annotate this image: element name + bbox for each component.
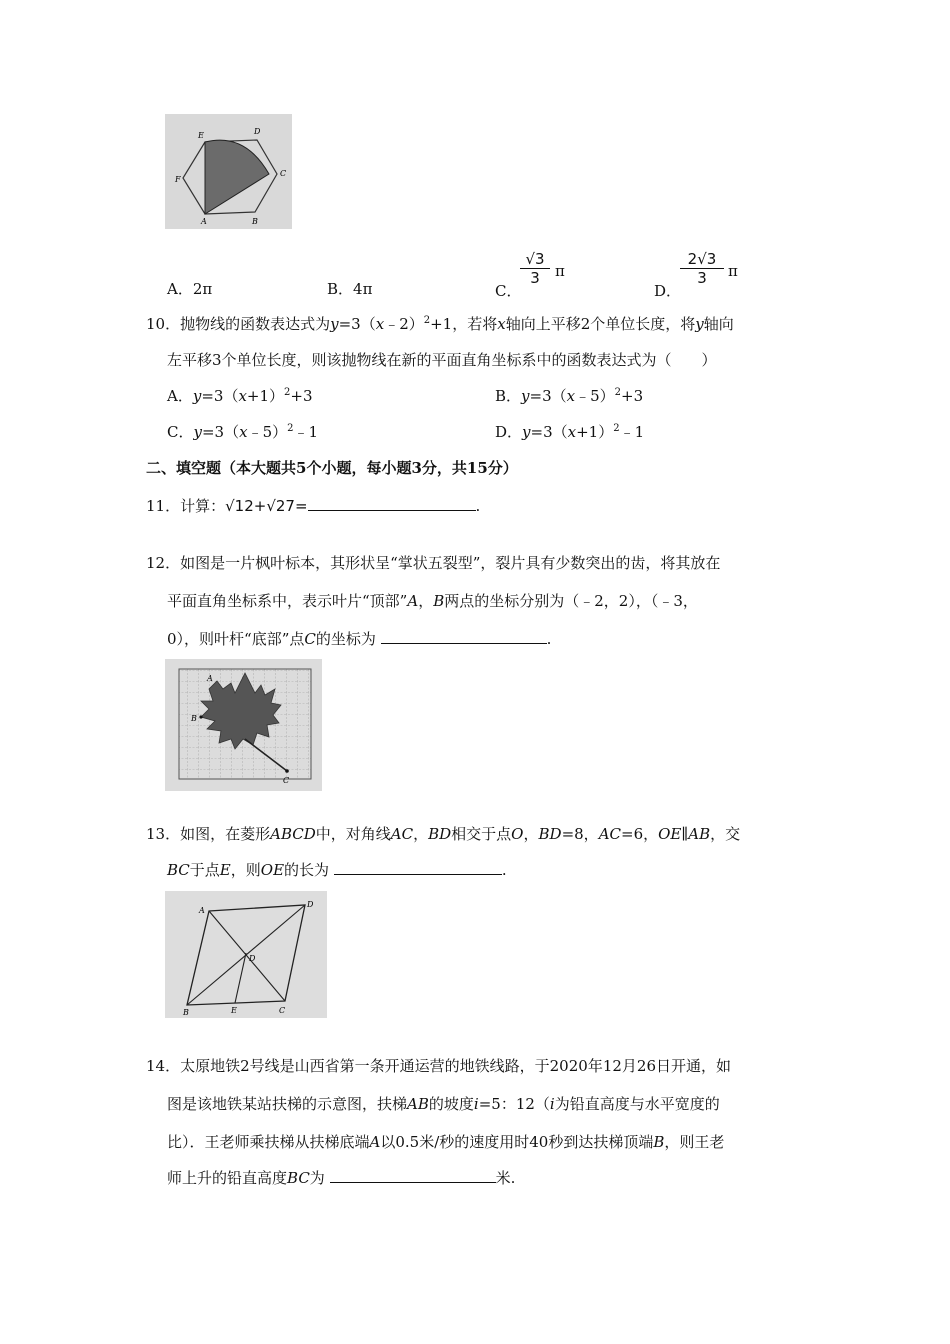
q9-figure bbox=[165, 114, 292, 229]
q9-option-c-fraction: $\frac{√3}{3}$ bbox=[520, 250, 550, 287]
label-e: E bbox=[198, 131, 204, 140]
section-2-title: 二、填空题（本大题共5个小题，每小题3分，共15分） bbox=[146, 459, 518, 477]
q10-line1: 10．抛物线的函数表达式为y=3（x﹣2）$^2$+1，若将x轴向上平移2个单位长度，将y轴向 bbox=[146, 315, 734, 333]
q9-option-b: B．4π bbox=[327, 280, 373, 298]
q9-option-a: A．2π bbox=[167, 280, 213, 298]
q10-option-d: D．$y=3(x+1)^2﹣1$ bbox=[495, 423, 645, 441]
label-o: D bbox=[249, 954, 256, 963]
hexagon-sector-diagram bbox=[165, 114, 292, 229]
q14-line1: 14．太原地铁2号线是山西省第一条开通运营的地铁线路，于2020年12月26日开通，如 bbox=[146, 1057, 731, 1075]
q10-option-a: A．$y=3(x+1)^2+3$ bbox=[167, 387, 313, 405]
q13-figure bbox=[165, 891, 327, 1018]
q11-line: 11．计算：√12+√27= . bbox=[146, 497, 481, 515]
q14-line3: 比）．王老师乘扶梯从扶梯底端A以0.5米/秒的速度用时40秒到达扶梯顶端B，则王老 bbox=[167, 1133, 725, 1151]
label-c: C bbox=[279, 1006, 286, 1015]
label-b: B bbox=[252, 217, 258, 226]
q11-answer-blank[interactable] bbox=[308, 496, 476, 511]
q10-line2: 左平移3个单位长度，则该抛物线在新的平面直角坐标系中的函数表达式为（ ） bbox=[167, 351, 717, 369]
label-b: B bbox=[183, 1008, 189, 1017]
q13-answer-blank[interactable] bbox=[334, 860, 502, 875]
label-c: C bbox=[283, 776, 290, 785]
q9-option-c-letter: C． bbox=[495, 282, 522, 300]
q12-answer-blank[interactable] bbox=[381, 629, 547, 644]
label-d: D bbox=[254, 127, 261, 136]
q9-option-c-pi: π bbox=[555, 262, 565, 280]
label-a: A bbox=[199, 906, 205, 915]
q11-expression: √12+√27= bbox=[225, 497, 308, 515]
label-a: A bbox=[201, 217, 207, 226]
label-d: D bbox=[307, 900, 314, 909]
q13-line2: BC于点E，则OE的长为 . bbox=[167, 861, 507, 879]
q14-line4: 师上升的铅直高度BC为 米. bbox=[167, 1169, 516, 1187]
q9-option-d-fraction: $\frac{2√3}{3}$ bbox=[680, 250, 724, 287]
label-e: E bbox=[231, 1006, 237, 1015]
label-a: A bbox=[207, 674, 213, 683]
q12-line2: 平面直角坐标系中，表示叶片“顶部”A，B两点的坐标分别为（﹣2，2），（﹣3， bbox=[167, 592, 698, 610]
q9-option-d-pi: π bbox=[728, 262, 738, 280]
rhombus-diagram bbox=[165, 891, 327, 1018]
q14-answer-blank[interactable] bbox=[330, 1168, 496, 1183]
q12-line3: 0），则叶杆“底部”点C的坐标为 . bbox=[167, 630, 552, 648]
q14-line2: 图是该地铁某站扶梯的示意图，扶梯AB的坡度i=5：12（i为铅直高度与水平宽度的 bbox=[167, 1095, 720, 1113]
maple-leaf-grid-diagram bbox=[165, 659, 322, 791]
q10-option-c: C．y=3（x﹣5）$^2$﹣1 bbox=[167, 423, 319, 441]
q12-figure bbox=[165, 659, 322, 791]
label-b: B bbox=[191, 714, 197, 723]
label-c: C bbox=[280, 169, 287, 178]
q9-option-d-letter: D． bbox=[654, 282, 682, 300]
q12-line1: 12．如图是一片枫叶标本，其形状呈“掌状五裂型”，裂片具有少数突出的齿，将其放在 bbox=[146, 554, 721, 572]
q10-option-b: B．y=3（x﹣5）$^2$+3 bbox=[495, 387, 644, 405]
q13-line1: 13．如图，在菱形ABCD中，对角线AC，BD相交于点O，BD=8，AC=6，OE∥AB，交 bbox=[146, 825, 741, 843]
label-f: F bbox=[175, 175, 181, 184]
